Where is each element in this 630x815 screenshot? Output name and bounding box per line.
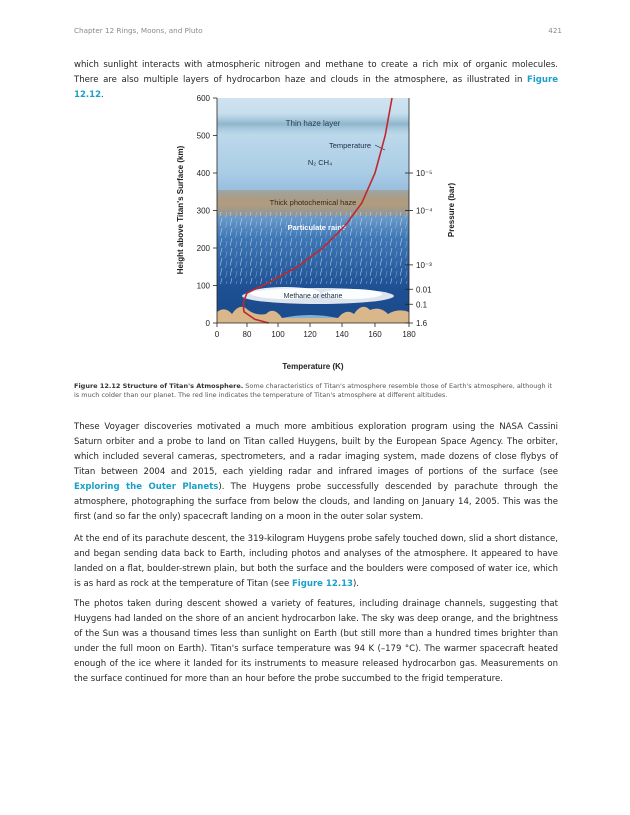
pressure-tick-label: 10⁻⁵ bbox=[416, 169, 433, 178]
caption-text: Some characteristics of Titan's atmosphere resemble those of Earth's atmosphere, although it is much colder than our planet. The red line indicates the temperature of Titan's atmosphere at different altitudes. bbox=[74, 382, 553, 399]
y-tick-label: 300 bbox=[196, 206, 210, 216]
pressure-tick-label: 1.6 bbox=[416, 319, 428, 328]
caption-label: Figure 12.12 Structure of Titan's Atmosphere. bbox=[74, 382, 244, 390]
x-tick-label: 100 bbox=[271, 330, 285, 339]
y-tick-label: 100 bbox=[196, 281, 210, 291]
figure-caption bbox=[74, 382, 558, 400]
label-thin-haze: Thin haze layer bbox=[285, 119, 341, 128]
paragraph-descent-photos: The photos taken during descent showed a variety of features, including drainage channels, suggesting that Huygens had landed on the shore of an ancient hydrocarbon lake. The sky was deep orange, and the brightness of the Sun was a thousand times less than sunlight on Earth (but still more than a hundred times brighter than under the full moon on Earth). Titan's surface temperature was 94 K (–179 °C). The warmer spacecraft heated enough of the ice where it landed for its instruments to measure released hydrocarbon gas. Measurements on the surface continued for more than an hour before the probe succumbed to the frigid temperature. bbox=[74, 599, 558, 684]
p2-end: ). bbox=[352, 579, 360, 589]
x-ticks bbox=[215, 323, 416, 339]
label-composition: N₂ CH₄ bbox=[307, 158, 333, 167]
x-tick-label: 160 bbox=[368, 330, 382, 339]
page-number: 421 bbox=[548, 26, 562, 35]
paragraph-huygens-landing bbox=[74, 532, 558, 592]
p1-end: ). The Huygens probe successfully descended by parachute through the atmosphere, photographing the surface from below the clouds, and landing on January 14, 2005. This was the first (and so far the only) spacecraft landing on a moon in the outer solar system. bbox=[74, 482, 558, 522]
x-tick-label: 140 bbox=[335, 330, 349, 339]
label-temperature: Temperature bbox=[328, 141, 372, 150]
pressure-tick-label: 10⁻⁴ bbox=[416, 206, 433, 216]
y-tick-label: 500 bbox=[196, 131, 210, 141]
paragraph-voyager bbox=[74, 420, 558, 525]
intro-end: . bbox=[101, 90, 104, 100]
p2-start: At the end of its parachute descent, the 319-kilogram Huygens probe safely touched down, slid a short distance, and began sending data back to Earth, including photos and analyses of the atmosphere. It appeared to have landed on a flat, boulder-strewn plain, but both the surface and the boulders were composed of water ice, which is as hard as rock at the temperature of Titan (see bbox=[74, 534, 558, 589]
pressure-axis-title: Pressure (bar) bbox=[447, 182, 456, 238]
intro-text: which sunlight interacts with atmospheric nitrogen and methane to create a rich mix of organic molecules. There are also multiple layers of hydrocarbon haze and clouds in the atmosphere, as illustrated in bbox=[74, 60, 558, 85]
pressure-tick-label: 0.01 bbox=[416, 285, 432, 295]
y-axis-title: Height above Titan's Surface (km) bbox=[176, 145, 185, 275]
label-particulate-rain: Particulate rain? bbox=[287, 223, 347, 232]
figure-12-13-link[interactable]: Figure 12.13 bbox=[291, 579, 353, 589]
y-tick-label: 200 bbox=[196, 244, 210, 253]
label-methane-cloud: Methane or ethane bbox=[283, 293, 343, 300]
x-axis-title: Temperature (K) bbox=[282, 362, 344, 371]
x-tick-label: 180 bbox=[402, 330, 416, 339]
p1-start: These Voyager discoveries motivated a much more ambitious exploration program using the NASA Cassini Saturn orbiter and a probe to land on Titan called Huygens, built by the European Space Agency. The orbiter, which included several cameras, spectrometers, and a radar imaging system, made dozens of close flybys of Titan between 2004 and 2015, each yielding radar and infrared images of portions of the surface (see bbox=[74, 422, 558, 477]
pressure-tick-label: 10⁻³ bbox=[416, 260, 432, 270]
titan-atmosphere-figure bbox=[170, 88, 460, 378]
running-header: Chapter 12 Rings, Moons, and Pluto bbox=[74, 26, 203, 35]
exploring-outer-planets-link[interactable]: Exploring the Outer Planets bbox=[74, 482, 219, 492]
atmosphere-background bbox=[217, 98, 409, 323]
y-tick-label: 400 bbox=[196, 169, 210, 178]
figure-12-12-link[interactable]: Figure 12.12 bbox=[74, 75, 558, 100]
label-thick-haze: Thick photochemical haze bbox=[269, 198, 357, 207]
x-tick-label: 80 bbox=[242, 330, 252, 339]
y-ticks bbox=[197, 94, 217, 328]
y-tick-label: 600 bbox=[196, 94, 210, 103]
y-tick-label: 0 bbox=[205, 319, 210, 328]
x-tick-label: 120 bbox=[303, 330, 317, 339]
pressure-tick-label: 0.1 bbox=[416, 300, 428, 310]
x-tick-label: 0 bbox=[214, 330, 220, 339]
